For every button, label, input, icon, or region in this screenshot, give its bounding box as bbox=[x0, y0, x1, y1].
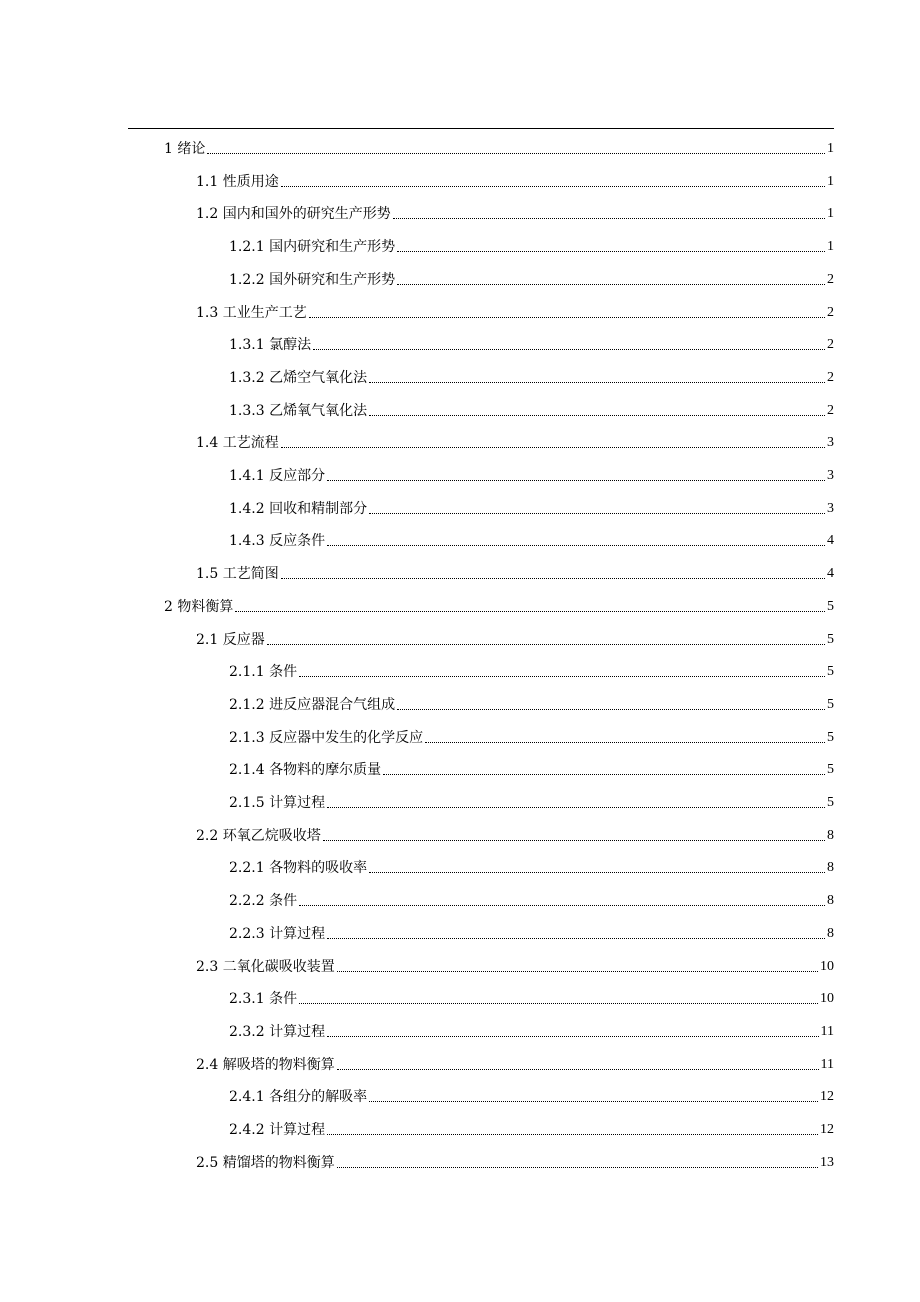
toc-entry-page-number: 12 bbox=[820, 1122, 834, 1137]
toc-entry[interactable] bbox=[196, 819, 834, 845]
toc-entry[interactable] bbox=[164, 132, 834, 158]
toc-entry-label: 1.1 性质用途 bbox=[196, 173, 279, 190]
toc-entry-page-number: 4 bbox=[827, 533, 834, 549]
toc-entry-label: 1.4 工艺流程 bbox=[196, 435, 279, 452]
toc-entry-label: 1.4.2 回收和精制部分 bbox=[229, 500, 368, 517]
toc-entry[interactable] bbox=[196, 623, 834, 649]
toc-leader-dots bbox=[337, 1069, 819, 1070]
toc-entry-page-number: 1 bbox=[827, 173, 834, 189]
toc-entry-page-number: 5 bbox=[827, 729, 834, 745]
toc-entry[interactable] bbox=[196, 950, 834, 976]
toc-entry[interactable] bbox=[229, 263, 834, 289]
toc-entry-page-number: 3 bbox=[827, 500, 834, 516]
toc-entry-label: 1.3.3 乙烯氧气氧化法 bbox=[229, 402, 368, 419]
toc-entry[interactable] bbox=[229, 1080, 834, 1106]
toc-entry-page-number: 10 bbox=[820, 958, 834, 974]
toc-entry-page-number: 2 bbox=[827, 304, 834, 320]
toc-entry-page-number: 4 bbox=[827, 566, 834, 582]
toc-leader-dots bbox=[393, 218, 825, 219]
toc-entry[interactable] bbox=[196, 426, 834, 452]
toc-leader-dots bbox=[369, 872, 825, 873]
toc-entry[interactable] bbox=[229, 884, 834, 910]
toc-entry-page-number: 5 bbox=[827, 795, 834, 810]
toc-leader-dots bbox=[327, 807, 825, 808]
toc-entry-label: 2.2.2 条件 bbox=[229, 893, 298, 910]
toc-leader-dots bbox=[397, 709, 825, 710]
toc-entry[interactable] bbox=[229, 917, 834, 943]
toc-entry-label: 2.2 环氧乙烷吸收塔 bbox=[196, 827, 321, 844]
toc-entry[interactable] bbox=[229, 851, 834, 877]
toc-entry-page-number: 5 bbox=[827, 696, 834, 712]
toc-leader-dots bbox=[309, 317, 825, 318]
toc-entry-page-number: 2 bbox=[827, 337, 834, 353]
toc-entry[interactable] bbox=[229, 1015, 834, 1041]
toc-entry-page-number: 11 bbox=[820, 1023, 834, 1039]
toc-entry-label: 2.1 反应器 bbox=[196, 631, 265, 648]
toc-entry-label: 2.1.2 进反应器混合气组成 bbox=[229, 696, 396, 713]
toc-leader-dots bbox=[281, 578, 825, 579]
toc-leader-dots bbox=[299, 905, 825, 906]
toc-entry-label: 2.2.1 各物料的吸收率 bbox=[229, 860, 368, 877]
toc-entry[interactable] bbox=[196, 197, 834, 223]
toc-entry-page-number: 2 bbox=[827, 402, 834, 418]
toc-entry[interactable] bbox=[229, 721, 834, 747]
toc-entry-label: 2.4.1 各组分的解吸率 bbox=[229, 1089, 368, 1106]
toc-entry[interactable] bbox=[229, 230, 834, 256]
toc-entry[interactable] bbox=[229, 688, 834, 714]
toc-entry[interactable] bbox=[229, 786, 834, 812]
toc-entry-label: 1.3.2 乙烯空气氧化法 bbox=[229, 369, 368, 386]
toc-leader-dots bbox=[337, 971, 818, 972]
toc-entry-label: 1.3 工业生产工艺 bbox=[196, 304, 307, 321]
toc-entry[interactable] bbox=[229, 361, 834, 387]
toc-entry[interactable] bbox=[196, 165, 834, 191]
toc-entry-page-number: 10 bbox=[820, 991, 834, 1007]
toc-entry-label: 2.3.1 条件 bbox=[229, 991, 298, 1008]
toc-entry-page-number: 3 bbox=[827, 435, 834, 451]
toc-entry-label: 2.5 精馏塔的物料衡算 bbox=[196, 1154, 335, 1171]
toc-leader-dots bbox=[299, 1003, 818, 1004]
toc-entry-label: 1.4.3 反应条件 bbox=[229, 533, 326, 550]
toc-entry-page-number: 3 bbox=[827, 468, 834, 483]
toc-leader-dots bbox=[267, 644, 825, 645]
toc-entry-page-number: 5 bbox=[827, 664, 834, 680]
toc-entry-label: 1 绪论 bbox=[164, 141, 206, 157]
toc-leader-dots bbox=[369, 513, 825, 514]
toc-entry[interactable] bbox=[229, 394, 834, 420]
toc-entry-page-number: 2 bbox=[827, 369, 834, 385]
toc-entry[interactable] bbox=[196, 1146, 834, 1172]
toc-entry-label: 1.4.1 反应部分 bbox=[229, 468, 326, 484]
toc-entry-label: 1.5 工艺简图 bbox=[196, 566, 279, 583]
toc-leader-dots bbox=[369, 1101, 818, 1102]
header-rule bbox=[128, 128, 834, 129]
toc-entry[interactable] bbox=[229, 982, 834, 1008]
toc-leader-dots bbox=[327, 480, 825, 481]
toc-leader-dots bbox=[397, 284, 825, 285]
toc-leader-dots bbox=[281, 186, 825, 187]
toc-leader-dots bbox=[383, 774, 825, 775]
toc-entry-label: 1.2.2 国外研究和生产形势 bbox=[229, 271, 396, 288]
toc-entry-page-number: 13 bbox=[820, 1154, 834, 1170]
toc-leader-dots bbox=[327, 1036, 818, 1037]
toc-leader-dots bbox=[337, 1167, 818, 1168]
toc-entry[interactable] bbox=[229, 1113, 834, 1139]
toc-entry-label: 2.3 二氧化碳吸收装置 bbox=[196, 958, 335, 975]
toc-leader-dots bbox=[425, 742, 825, 743]
toc-entry-page-number: 1 bbox=[827, 239, 834, 255]
toc-leader-dots bbox=[369, 415, 825, 416]
toc-entry-label: 2.2.3 计算过程 bbox=[229, 925, 326, 942]
toc-leader-dots bbox=[313, 349, 825, 350]
toc-leader-dots bbox=[397, 251, 825, 252]
toc-leader-dots bbox=[281, 447, 825, 448]
toc-entry[interactable] bbox=[229, 459, 834, 485]
toc-entry-label: 2.1.1 条件 bbox=[229, 664, 298, 681]
toc-entry-label: 1.3.1 氯醇法 bbox=[229, 337, 312, 354]
toc-entry-page-number: 1 bbox=[827, 141, 834, 156]
toc-leader-dots bbox=[299, 676, 825, 677]
toc-entry-page-number: 8 bbox=[827, 893, 834, 909]
toc-entry-label: 2.3.2 计算过程 bbox=[229, 1023, 326, 1040]
toc-entry-page-number: 12 bbox=[820, 1089, 834, 1105]
toc-leader-dots bbox=[369, 382, 825, 383]
toc-entry[interactable] bbox=[164, 590, 834, 616]
toc-entry[interactable] bbox=[196, 557, 834, 583]
toc-entry-label: 2.1.5 计算过程 bbox=[229, 795, 326, 811]
toc-entry-page-number: 5 bbox=[827, 631, 834, 647]
toc-entry[interactable] bbox=[229, 328, 834, 354]
toc-entry[interactable] bbox=[229, 753, 834, 779]
toc-leader-dots bbox=[327, 545, 825, 546]
toc-entry-page-number: 5 bbox=[827, 762, 834, 778]
toc-entry-page-number: 8 bbox=[827, 827, 834, 843]
toc-leader-dots bbox=[327, 938, 825, 939]
toc-entry-label: 1.2 国内和国外的研究生产形势 bbox=[196, 206, 391, 223]
toc-leader-dots bbox=[235, 611, 825, 612]
toc-entry-page-number: 11 bbox=[820, 1056, 834, 1072]
toc-entry[interactable] bbox=[196, 1048, 834, 1074]
toc-leader-dots bbox=[327, 1134, 818, 1135]
toc-leader-dots bbox=[207, 153, 825, 154]
toc-entry[interactable] bbox=[196, 296, 834, 322]
toc-entry-page-number: 1 bbox=[827, 206, 834, 222]
toc-entry-label: 2 物料衡算 bbox=[164, 598, 234, 615]
toc-entry-page-number: 8 bbox=[827, 925, 834, 941]
toc-entry-page-number: 5 bbox=[827, 598, 834, 614]
toc-entry-label: 2.1.3 反应器中发生的化学反应 bbox=[229, 729, 424, 746]
toc-leader-dots bbox=[323, 840, 825, 841]
toc-entry-page-number: 2 bbox=[827, 271, 834, 287]
toc-entry-label: 2.4.2 计算过程 bbox=[229, 1122, 326, 1138]
toc-entry-label: 2.4 解吸塔的物料衡算 bbox=[196, 1056, 335, 1073]
toc-entry[interactable] bbox=[229, 655, 834, 681]
toc-entry-label: 1.2.1 国内研究和生产形势 bbox=[229, 239, 396, 256]
toc-entry-label: 2.1.4 各物料的摩尔质量 bbox=[229, 762, 382, 779]
toc-entry[interactable] bbox=[229, 524, 834, 550]
toc-entry-page-number: 8 bbox=[827, 860, 834, 876]
toc-entry[interactable] bbox=[229, 492, 834, 518]
